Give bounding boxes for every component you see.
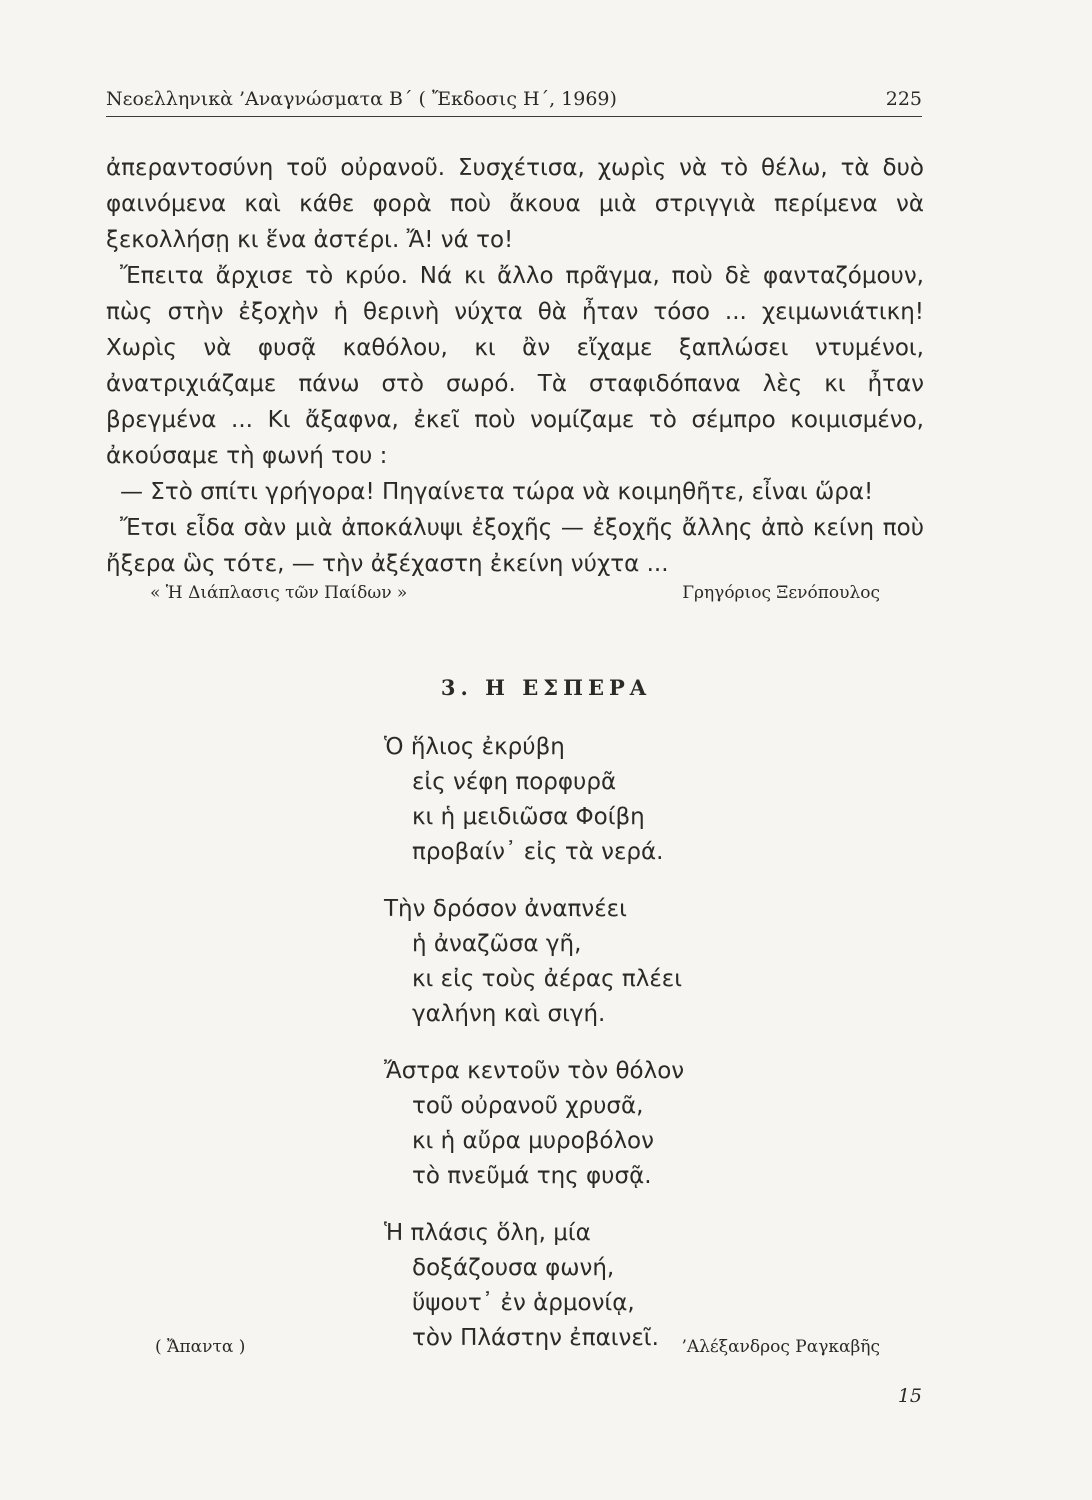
poem-stanza	[384, 1216, 684, 1356]
poem-line: κι ἡ αὔρα μυροβόλον	[412, 1128, 654, 1154]
prose-passage	[106, 150, 924, 582]
poem-line: γαλήνη καὶ σιγή.	[412, 1001, 606, 1027]
prose-paragraph: Ἔπειτα ἄρχισε τὸ κρύο. Νά κι ἄλλο πρᾶγμα, ποὺ δὲ φανταζόμουν, πὼς στὴν ἐξοχὴν ἡ θερινὴ νύχτα θὰ ἦταν τόσο ... χειμωνιάτικη! Χωρὶς νὰ φυσᾷ καθόλου, κι ἂν εἴχαμε ξαπλώσει ντυμένοι, ἀνατριχιάζαμε πάνω στὸ σωρό. Τὰ σταφιδόπανα λὲς κι ἦταν βρεγμένα ... Κι ἄξαφνα, ἐκεῖ ποὺ νομίζαμε τὸ σέμπρο κοιμισμένο, ἀκούσαμε τὴ φωνή του :	[106, 263, 924, 469]
prose-attribution	[150, 583, 880, 603]
prose-author: Γρηγόριος Ξενόπουλος	[682, 583, 880, 603]
poem-line: εἰς νέφη πορφυρᾶ	[412, 769, 617, 795]
poem-line: τὸ πνεῦμά της φυσᾷ.	[412, 1163, 652, 1189]
prose-dialogue: — Στὸ σπίτι γρήγορα! Πηγαίνετα τώρα νὰ κοιμηθῆτε, εἶναι ὥρα!	[120, 479, 874, 505]
poem-body	[384, 730, 684, 1378]
poem-stanza	[384, 730, 684, 870]
prose-paragraph: Ἔτσι εἶδα σὰν μιὰ ἀποκάλυψι ἐξοχῆς — ἐξοχῆς ἄλλης ἀπὸ κείνη ποὺ ἤξερα ὣς τότε, — τὴν ἀξέχαστη ἐκείνη νύχτα ...	[106, 515, 924, 577]
running-header	[106, 88, 922, 117]
poem-line: κι ἡ μειδιῶσα Φοίβη	[412, 804, 645, 830]
poem-line: Ὁ ἥλιος ἐκρύβη	[384, 734, 565, 760]
poem-title: 3. Η ΕΣΠΕΡΑ	[440, 675, 652, 700]
poem-line: προβαίν᾿ εἰς τὰ νερά.	[412, 839, 664, 865]
poem-line: τὸν Πλάστην ἐπαινεῖ.	[412, 1325, 659, 1351]
poem-line: κι εἰς τοὺς ἀέρας πλέει	[412, 966, 682, 992]
poem-line: Ἡ πλάσις ὅλη, μία	[384, 1220, 591, 1246]
poem-line: ὕψουτ᾿ ἐν ἁρμονίᾳ,	[412, 1290, 635, 1316]
page-number: 225	[885, 88, 922, 110]
header-title: Νεοελληνικὰ ’Αναγνώσματα Β΄ ( Ἔκδοσις Η΄, 1969)	[106, 88, 617, 110]
poem-line: δοξάζουσα φωνή,	[412, 1255, 615, 1281]
poem-author: ’Αλέξανδρος Ραγκαβῆς	[681, 1337, 880, 1357]
poem-stanza	[384, 892, 684, 1032]
poem-line: ἡ ἀναζῶσα γῆ,	[412, 931, 582, 957]
poem-source: ( Ἄπαντα )	[155, 1337, 246, 1357]
prose-paragraph: ἀπεραντοσύνη τοῦ οὐρανοῦ. Συσχέτισα, χωρὶς νὰ τὸ θέλω, τὰ δυὸ φαινόμενα καὶ κάθε φορὰ ποὺ ἄκουα μιὰ στριγγιὰ περίμενα νὰ ξεκολλήσῃ κι ἕνα ἀστέρι. Ἄ! νά το!	[106, 155, 924, 253]
poem-line: Ἄστρα κεντοῦν τὸν θόλον	[384, 1058, 685, 1084]
prose-source: « Ἡ Διάπλασις τῶν Παίδων »	[150, 583, 408, 603]
poem-line: Τὴν δρόσον ἀναπνέει	[384, 896, 627, 922]
poem-stanza	[384, 1054, 684, 1194]
poem-line: τοῦ οὐρανοῦ χρυσᾶ,	[412, 1093, 644, 1119]
poem-attribution	[155, 1337, 880, 1357]
signature-mark: 15	[897, 1385, 922, 1407]
